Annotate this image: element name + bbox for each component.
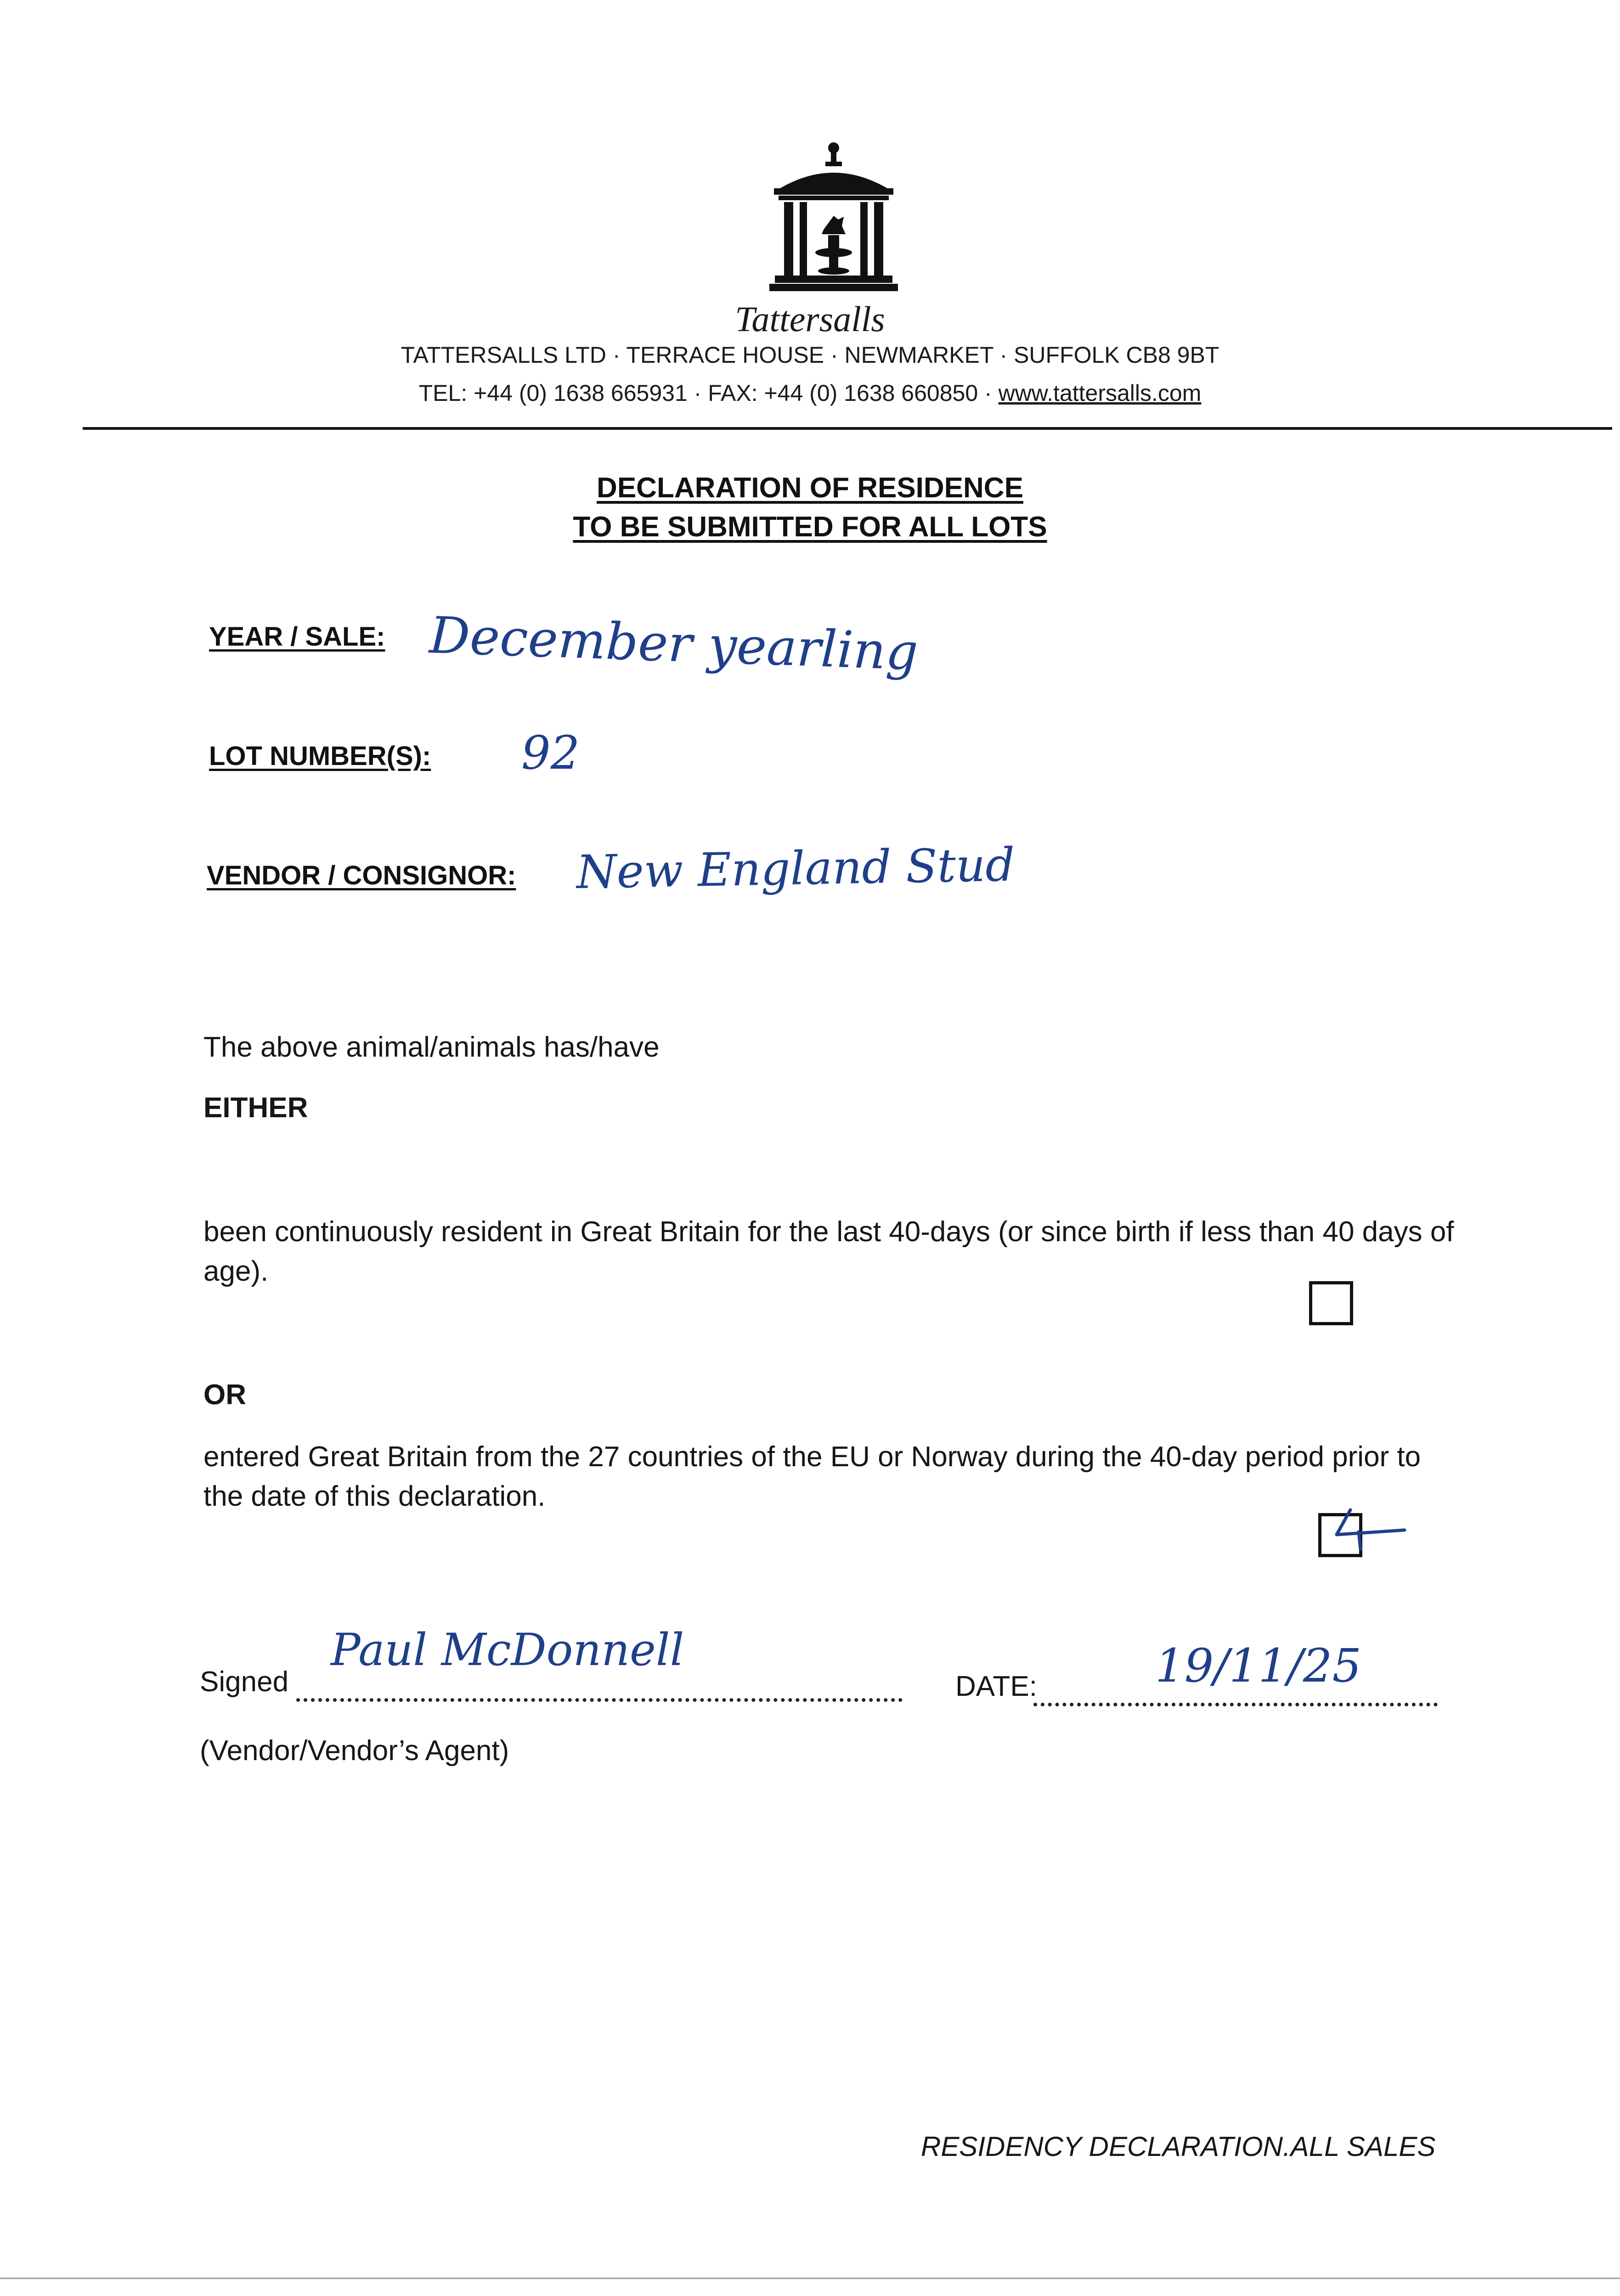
document-subtitle: TO BE SUBMITTED FOR ALL LOTS xyxy=(573,511,1047,543)
company-address: TATTERSALLS LTD · TERRACE HOUSE · NEWMARKET · SUFFOLK CB8 9BT xyxy=(401,342,1219,368)
check-mark-icon xyxy=(1318,1502,1410,1566)
brand-name: Tattersalls xyxy=(735,299,885,339)
tattersalls-logo xyxy=(765,138,903,296)
option-entered-text: entered Great Britain from the 27 countries of the EU or Norway during the 40-day period prior to the date of this declaration. xyxy=(203,1441,1421,1512)
option-resident-checkbox[interactable] xyxy=(1309,1281,1353,1325)
contact-numbers: TEL: +44 (0) 1638 665931 · FAX: +44 (0) 1638 660850 · xyxy=(418,380,999,406)
bottom-divider xyxy=(0,2278,1620,2279)
lot-numbers-value[interactable]: 92 xyxy=(521,726,580,780)
document-title: DECLARATION OF RESIDENCE xyxy=(597,472,1023,504)
year-sale-label: YEAR / SALE: xyxy=(209,622,385,652)
company-contact xyxy=(0,379,1620,407)
or-heading: OR xyxy=(203,1379,246,1411)
header-divider xyxy=(83,427,1612,430)
signed-label: Signed xyxy=(200,1666,289,1698)
signature-value[interactable]: Paul McDonnell xyxy=(331,1624,684,1676)
signatory-role: (Vendor/Vendor’s Agent) xyxy=(200,1735,509,1767)
vendor-consignor-label: VENDOR / CONSIGNOR: xyxy=(207,861,516,890)
footer-reference: RESIDENCY DECLARATION.ALL SALES xyxy=(921,2131,1436,2162)
option-resident-text: been continuously resident in Great Britain for the last 40-days (or since birth if less than 40 days of age). xyxy=(203,1216,1454,1287)
date-label: DATE: xyxy=(955,1671,1037,1702)
website-link[interactable]: www.tattersalls.com xyxy=(998,380,1202,406)
year-sale-value[interactable]: December yearling xyxy=(428,606,919,682)
lot-numbers-label: LOT NUMBER(S): xyxy=(209,741,431,771)
either-heading: EITHER xyxy=(203,1092,308,1124)
date-value[interactable]: 19/11/25 xyxy=(1155,1639,1362,1693)
vendor-consignor-value[interactable]: New England Stud xyxy=(576,838,1016,899)
declaration-intro: The above animal/animals has/have xyxy=(203,1031,660,1063)
